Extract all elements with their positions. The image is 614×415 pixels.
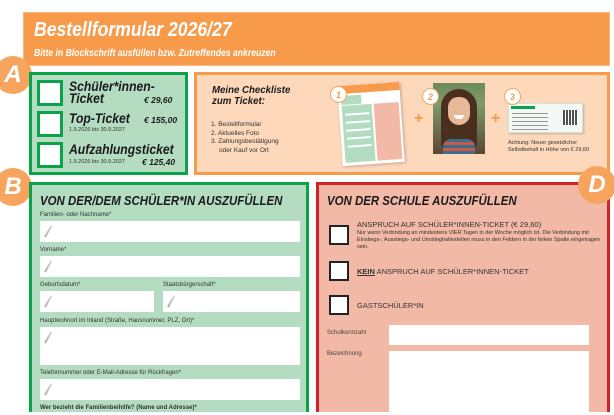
birthdate-label: Geburtsdatum* bbox=[40, 282, 81, 288]
pencil-icon bbox=[44, 260, 52, 272]
family-allowance-label: Wer bezieht die Familienbeihilfe? (Name und Adresse)* bbox=[40, 405, 197, 411]
firstname-field[interactable] bbox=[40, 256, 300, 277]
form-subtitle: Bitte in Blockschrift ausfüllen bzw. Zutreffendes ankreuzen bbox=[34, 47, 276, 59]
ticket-name-top: Top-Ticket bbox=[69, 111, 130, 126]
ticket-name-schueler-2: Ticket bbox=[69, 91, 104, 106]
school-section bbox=[316, 182, 610, 412]
checklist-item: oder Kauf vor Ort bbox=[219, 146, 269, 154]
ticket-card-image bbox=[508, 103, 583, 133]
ticket-price-aufzahlung: € 125,40 bbox=[142, 157, 176, 167]
step-1-icon: 1 bbox=[330, 86, 347, 103]
address-field[interactable] bbox=[40, 327, 300, 365]
checklist-title: Meine Checkliste zum Ticket: bbox=[212, 84, 291, 107]
ticket-checkbox-top[interactable] bbox=[37, 111, 63, 137]
deductible-warning: Achtung: Neuer gesetzlicher Selbstbehalt in Höhe von € 29,60 bbox=[508, 140, 590, 153]
section-badge-b: B bbox=[0, 168, 32, 206]
citizenship-label: Staatsbürgerschaft* bbox=[163, 282, 216, 288]
form-header bbox=[23, 12, 610, 66]
ticket-price-schueler: € 29,60 bbox=[144, 95, 173, 105]
pencil-icon bbox=[167, 295, 175, 307]
school-section-title: VON DER SCHULE AUSZUFÜLLEN bbox=[327, 193, 517, 208]
citizenship-field[interactable] bbox=[163, 291, 300, 312]
step-2-icon: 2 bbox=[422, 88, 439, 105]
section-badge-a: A bbox=[0, 56, 32, 94]
checklist-item: 1. Bestellformular bbox=[211, 121, 262, 128]
order-form-thumbnail bbox=[337, 82, 404, 166]
claim-label: ANSPRUCH AUF SCHÜLER*INNEN-TICKET (€ 29,60) bbox=[357, 220, 542, 229]
ticket-price-top: € 155,00 bbox=[144, 115, 178, 125]
plus-icon: + bbox=[414, 110, 424, 127]
guest-student-checkbox[interactable] bbox=[329, 295, 349, 315]
checklist-item: 2. Aktuelles Foto bbox=[211, 129, 260, 137]
checklist-item: 3. Zahlungsbestätigung bbox=[211, 138, 279, 145]
pencil-icon bbox=[44, 331, 52, 343]
no-claim-label: KEIN ANSPRUCH AUF SCHÜLER*INNEN-TICKET bbox=[357, 267, 529, 276]
form-title: Bestellformular 2026/27 bbox=[34, 19, 232, 41]
ticket-checkbox-aufzahlung[interactable] bbox=[37, 142, 63, 168]
contact-label: Telefonnummer oder E-Mail-Adresse für Rückfragen* bbox=[40, 370, 182, 376]
firstname-label: Vorname* bbox=[40, 247, 67, 253]
designation-field[interactable] bbox=[389, 351, 589, 415]
ticket-name-schueler-1: Schüler*innen- bbox=[69, 79, 155, 94]
pencil-icon bbox=[44, 295, 52, 307]
claim-description: Nur wenn Verbindung an mindestens VIER Tagen in der Woche möglich ist. Die Verbindung mit Einstiegs-, Ausstiegs- und Umstieghaltestellen muss in den Feldern in der linken Spalte eingetragen sein. bbox=[357, 230, 601, 250]
contact-field[interactable] bbox=[40, 379, 300, 400]
no-claim-checkbox[interactable] bbox=[329, 261, 349, 281]
qr-code-icon bbox=[563, 110, 578, 125]
lastname-field[interactable] bbox=[40, 221, 300, 242]
ticket-name-aufzahlung: Aufzahlungsticket bbox=[69, 142, 174, 157]
designation-label: Bezeichnung bbox=[327, 351, 362, 357]
section-badge-d: D bbox=[578, 166, 614, 204]
student-section bbox=[29, 182, 309, 412]
guest-student-label: GASTSCHÜLER*IN bbox=[357, 301, 424, 310]
checklist-items bbox=[211, 121, 279, 155]
claim-checkbox[interactable] bbox=[329, 225, 349, 245]
school-code-label: Schulkennzahl bbox=[327, 330, 367, 336]
school-code-field[interactable] bbox=[389, 325, 589, 345]
ticket-selection-section bbox=[29, 72, 188, 175]
ticket-period-aufzahlung: 1.9.2026 bis 30.9.2027 bbox=[69, 159, 125, 165]
lastname-label: Familien- oder Nachname* bbox=[40, 212, 112, 218]
pencil-icon bbox=[44, 383, 52, 395]
portrait-photo bbox=[433, 83, 485, 154]
step-3-icon: 3 bbox=[504, 88, 521, 105]
birthdate-field[interactable] bbox=[40, 291, 154, 312]
pencil-icon bbox=[44, 225, 52, 237]
ticket-period-top: 1.9.2026 bis 30.9.2027 bbox=[69, 127, 125, 133]
ticket-checkbox-schueler[interactable] bbox=[37, 80, 63, 106]
address-label: Hauptwohnort im Inland (Straße, Hausnummer, PLZ, Ort)* bbox=[40, 318, 195, 324]
student-section-title: VON DER/DEM SCHÜLER*IN AUSZUFÜLLEN bbox=[40, 193, 283, 208]
plus-icon: + bbox=[491, 110, 501, 127]
